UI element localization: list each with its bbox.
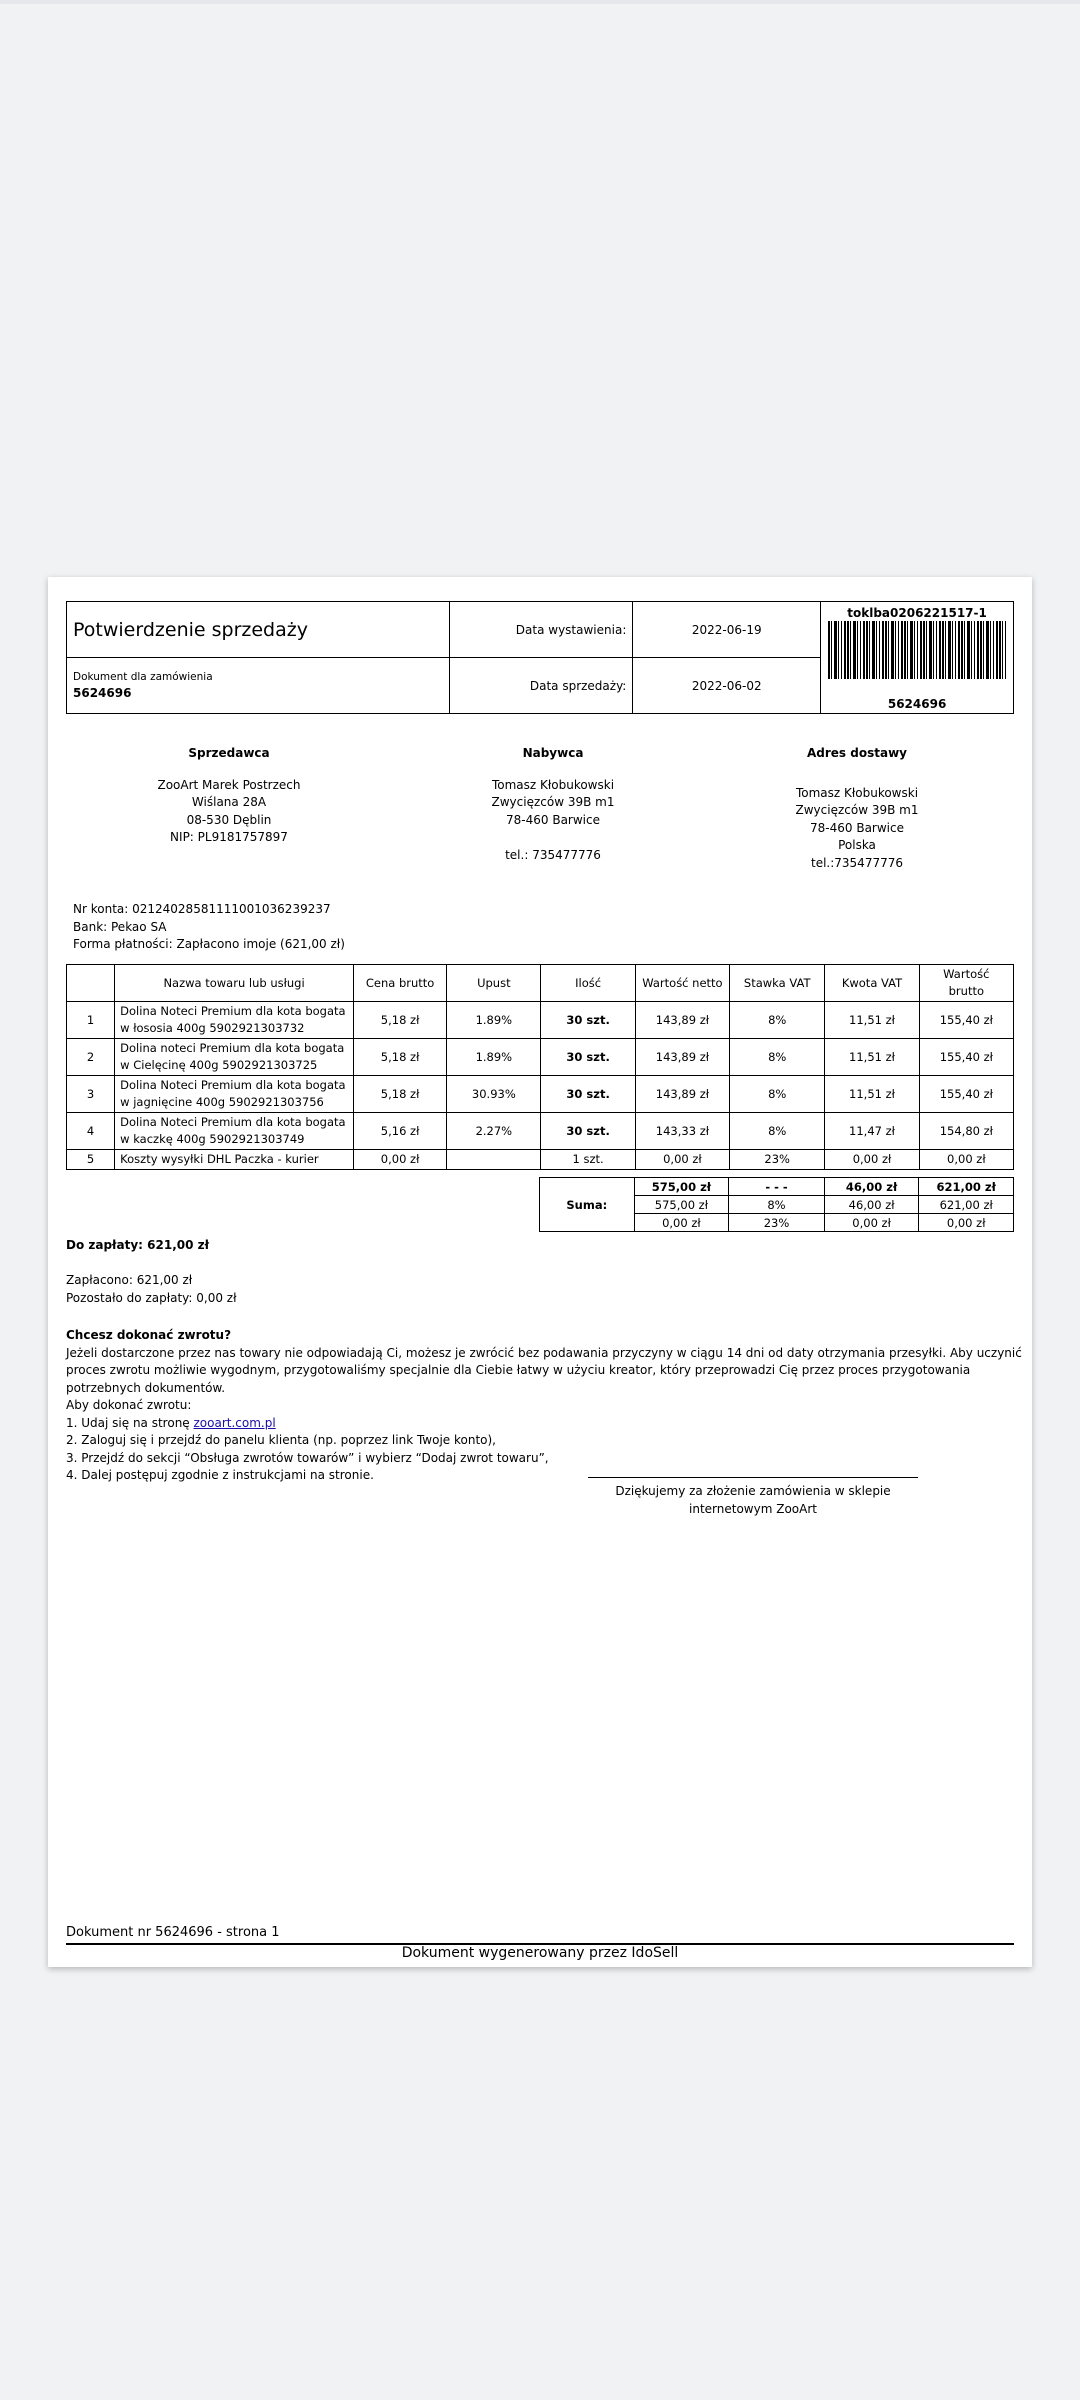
table-row: [67, 1150, 1014, 1170]
document-header: [66, 601, 1014, 714]
item-vat-rate: 8%: [730, 1039, 825, 1076]
order-cell: [67, 658, 450, 714]
footer-generated: Dokument wygenerowany przez IdoSell: [401, 1945, 679, 1961]
bank-name: Bank: Pekao SA: [73, 919, 167, 934]
buyer-heading: Nabywca: [522, 746, 584, 760]
document-page: [48, 577, 1032, 1967]
order-number: 5624696: [73, 686, 132, 700]
summary-cell: 0,00 zł: [824, 1214, 919, 1232]
item-quantity: 1 szt.: [541, 1150, 635, 1170]
returns-text: Jeżeli dostarczone przez nas towary nie odpowiadają Ci, możesz je zwrócić bez podawania przyczyny w ciągu 14 dni od daty otrzymania przesyłki. Aby uczynić proces zwrotu możliwie wygodnym, przygotowaliśmy specjalnie dla Ciebie łatwy w użyciu kreator, który przeprowadzi Cię przez proces przygotowania potrzebnych dokumentów.: [66, 1345, 1022, 1395]
returns-heading: Chcesz dokonać zwrotu?: [66, 1328, 232, 1342]
buyer-line: tel.: 735477776: [505, 847, 601, 862]
returns-step-2: 2. Zaloguj się i przejdź do panelu klienta (np. poprzez link Twoje konto),: [66, 1433, 496, 1447]
buyer-line: 78-460 Barwice: [506, 812, 600, 827]
col-header: Stawka VAT: [730, 965, 825, 1002]
item-quantity: 30 szt.: [541, 1076, 635, 1113]
summary-cell: 23%: [729, 1214, 825, 1232]
item-price: 5,18 zł: [353, 1002, 446, 1039]
footer-page-number: Dokument nr 5624696 - strona 1: [66, 1925, 280, 1940]
thank-you-note: Dziękujemy za złożenie zamówienia w sklepie internetowym ZooArt: [615, 1484, 891, 1516]
item-name: Dolina Noteci Premium dla kota bogata w jagnięcine 400g 5902921303756: [115, 1076, 354, 1113]
item-discount: 1.89%: [447, 1002, 541, 1039]
item-discount: 30.93%: [447, 1076, 541, 1113]
item-name: Koszty wysyłki DHL Paczka - kurier: [115, 1150, 354, 1170]
summary-cell: 46,00 zł: [824, 1196, 919, 1214]
returns-step-4: 4. Dalej postępuj zgodnie z instrukcjami na stronie.: [66, 1468, 374, 1482]
table-row: [67, 1039, 1014, 1076]
item-name: Dolina Noteci Premium dla kota bogata w kaczkę 400g 5902921303749: [115, 1113, 354, 1150]
item-vat-amount: 11,51 zł: [825, 1076, 919, 1113]
seller-line: Wiślana 28A: [191, 795, 267, 809]
item-gross: 0,00 zł: [919, 1150, 1013, 1170]
table-row: [67, 1113, 1014, 1150]
zooart-link[interactable]: zooart.com.pl: [193, 1415, 276, 1430]
buyer-block: [403, 745, 703, 864]
delivery-block: [707, 745, 1007, 872]
item-quantity: 30 szt.: [541, 1113, 635, 1150]
item-price: 0,00 zł: [353, 1150, 446, 1170]
amount-remaining: Pozostało do zapłaty: 0,00 zł: [66, 1290, 237, 1305]
seller-line: 08-530 Dęblin: [186, 812, 272, 827]
item-discount: 2.27%: [447, 1113, 541, 1150]
returns-intro: Aby dokonać zwrotu:: [66, 1398, 192, 1412]
item-net: 0,00 zł: [635, 1150, 729, 1170]
table-row: [67, 1002, 1014, 1039]
item-index: 2: [67, 1039, 115, 1076]
summary-cell: 575,00 zł: [634, 1178, 729, 1196]
seller-line: NIP: PL9181757897: [170, 830, 288, 844]
item-vat-amount: 11,51 zł: [825, 1039, 919, 1076]
returns-step-3: 3. Przejdź do sekcji “Obsługa zwrotów towarów” i wybierz “Dodaj zwrot towaru”,: [66, 1450, 549, 1465]
delivery-line: 78-460 Barwice: [810, 820, 904, 835]
item-price: 5,18 zł: [353, 1039, 446, 1076]
order-label: Dokument dla zamówienia: [73, 671, 213, 683]
item-gross: 154,80 zł: [919, 1113, 1013, 1150]
seller-line: ZooArt Marek Postrzech: [157, 777, 301, 792]
summary-table: [539, 1177, 1014, 1232]
document-title-cell: [67, 602, 450, 658]
summary-cell: 0,00 zł: [634, 1214, 729, 1232]
signature-line: [588, 1477, 918, 1478]
summary-cell: 575,00 zł: [634, 1196, 729, 1214]
items-header-row: [67, 965, 1014, 1002]
item-index: 5: [67, 1150, 115, 1170]
issue-date-value: 2022-06-19: [633, 602, 821, 658]
bank-account: Nr konta: 02124028581111001036239237: [73, 902, 331, 916]
col-header: Kwota VAT: [825, 965, 919, 1002]
buyer-line: Zwycięzców 39B m1: [491, 795, 615, 809]
item-price: 5,18 zł: [353, 1076, 446, 1113]
bank-info: [73, 901, 345, 954]
payment-summary: [66, 1237, 237, 1307]
summary-cell: 621,00 zł: [919, 1178, 1014, 1196]
summary-label: Suma:: [540, 1178, 635, 1232]
item-vat-amount: 11,47 zł: [825, 1113, 919, 1150]
item-vat-rate: 8%: [730, 1002, 825, 1039]
col-header: Ilość: [541, 965, 635, 1002]
amount-paid: Zapłacono: 621,00 zł: [66, 1273, 193, 1287]
returns-section: [66, 1327, 1026, 1485]
item-net: 143,89 zł: [635, 1076, 729, 1113]
item-vat-amount: 0,00 zł: [825, 1150, 919, 1170]
col-header: Wartość netto: [635, 965, 729, 1002]
sale-date-label: Data sprzedaży:: [449, 658, 633, 714]
summary-cell: 0,00 zł: [919, 1214, 1014, 1232]
item-vat-rate: 23%: [730, 1150, 825, 1170]
item-net: 143,89 zł: [635, 1039, 729, 1076]
seller-heading: Sprzedawca: [188, 746, 270, 760]
delivery-heading: Adres dostawy: [807, 746, 907, 760]
barcode-top-text: toklba0206221517-1: [847, 606, 987, 620]
summary-cell: 621,00 zł: [919, 1196, 1014, 1214]
barcode-bottom-text: 5624696: [887, 697, 947, 711]
col-header: Upust: [447, 965, 541, 1002]
item-discount: [447, 1150, 541, 1170]
summary-cell: - - -: [729, 1178, 825, 1196]
item-index: 1: [67, 1002, 115, 1039]
item-gross: 155,40 zł: [919, 1039, 1013, 1076]
buyer-line: Tomasz Kłobukowski: [491, 777, 615, 792]
delivery-line: Polska: [838, 838, 876, 852]
col-header: Cena brutto: [353, 965, 446, 1002]
item-quantity: 30 szt.: [541, 1002, 635, 1039]
issue-date-label: Data wystawienia:: [449, 602, 633, 658]
item-vat-amount: 11,51 zł: [825, 1002, 919, 1039]
document-title: Potwierdzenie sprzedaży: [73, 618, 308, 641]
item-name: Dolina Noteci Premium dla kota bogata w łososia 400g 5902921303732: [115, 1002, 354, 1039]
barcode-cell: [821, 602, 1014, 714]
item-name: Dolina noteci Premium dla kota bogata w Cielęcinę 400g 5902921303725: [115, 1039, 354, 1076]
table-row: [67, 1076, 1014, 1113]
summary-cell: 46,00 zł: [824, 1178, 919, 1196]
seller-block: [79, 745, 379, 847]
item-net: 143,33 zł: [635, 1113, 729, 1150]
item-quantity: 30 szt.: [541, 1039, 635, 1076]
item-vat-rate: 8%: [730, 1076, 825, 1113]
delivery-line: tel.:735477776: [811, 855, 903, 870]
summary-cell: 8%: [729, 1196, 825, 1214]
delivery-line: Zwycięzców 39B m1: [795, 803, 919, 817]
item-index: 3: [67, 1076, 115, 1113]
item-gross: 155,40 zł: [919, 1076, 1013, 1113]
items-table: [66, 964, 1014, 1170]
item-index: 4: [67, 1113, 115, 1150]
item-gross: 155,40 zł: [919, 1002, 1013, 1039]
item-vat-rate: 8%: [730, 1113, 825, 1150]
amount-to-pay: Do zapłaty: 621,00 zł: [66, 1238, 210, 1252]
item-net: 143,89 zł: [635, 1002, 729, 1039]
sale-date-value: 2022-06-02: [633, 658, 821, 714]
col-header: Wartość brutto: [919, 965, 1013, 1002]
top-bar: [0, 0, 1080, 4]
barcode-image: [828, 621, 1006, 679]
item-discount: 1.89%: [447, 1039, 541, 1076]
delivery-line: Tomasz Kłobukowski: [795, 785, 919, 800]
item-price: 5,16 zł: [353, 1113, 446, 1150]
returns-step-1: 1. Udaj się na stronę zooart.com.pl: [66, 1415, 276, 1430]
col-header: Nazwa towaru lub usługi: [115, 965, 354, 1002]
payment-method: Forma płatności: Zapłacono imoje (621,00 zł): [73, 937, 345, 951]
col-header: [67, 965, 115, 1002]
